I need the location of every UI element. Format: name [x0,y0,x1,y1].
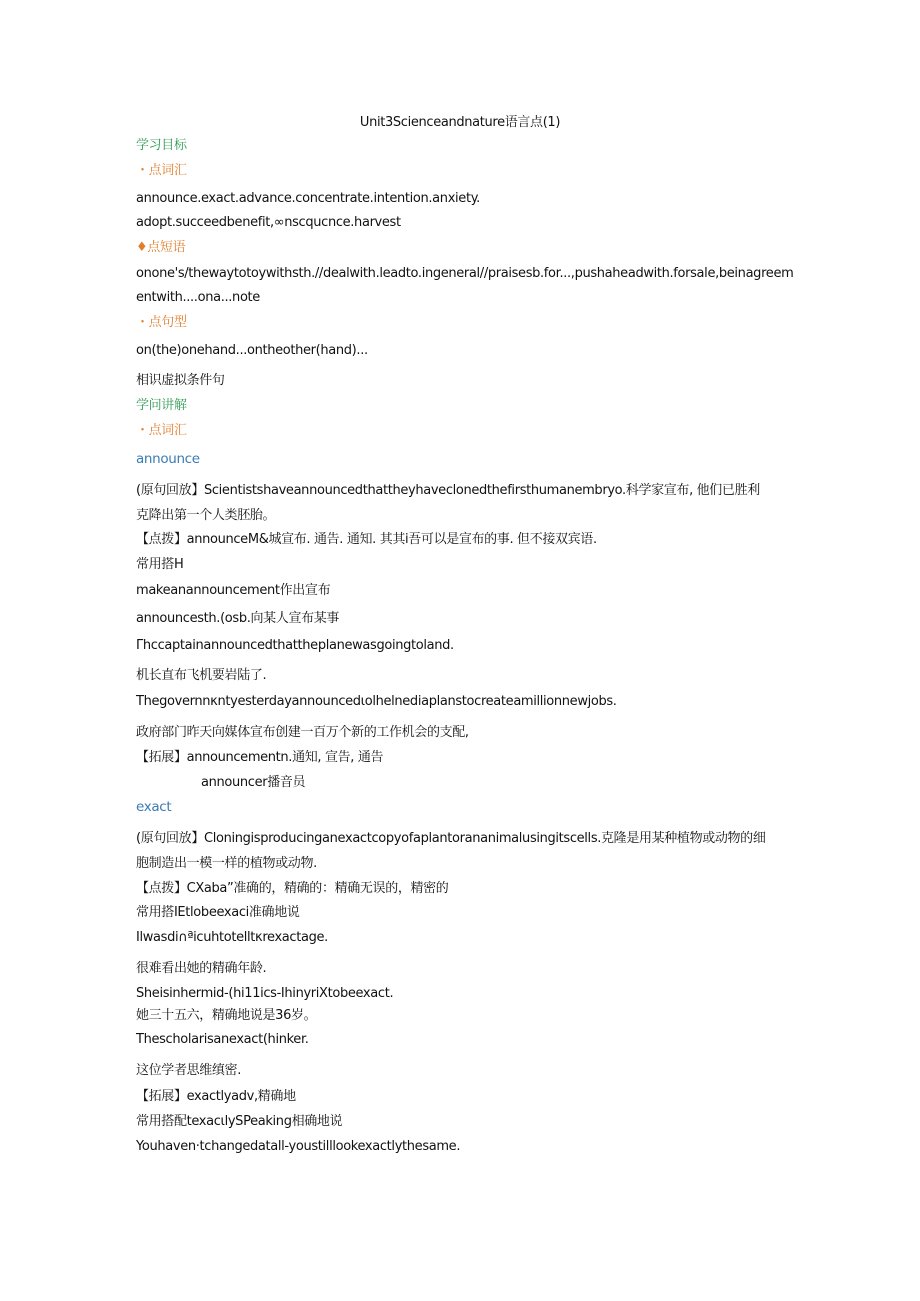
exact-example-2-translation: 她三十五六，精确地说是36岁。 [136,1008,317,1023]
announce-example-1-translation: 机长直布飞机要岩陆了. [136,668,267,683]
exact-example-2: Sheisinhermid-(hi11ics-IhinyriXtobeexact. [136,986,394,1001]
exact-example-1: Ilwasdi∩ªicuhtotelltκrexactage. [136,930,328,945]
announce-extension: 【拓展】announcementn.通知, 宣告, 通告 [136,750,384,765]
sub-heading-vocabulary-2: ・点词汇 [136,423,187,438]
announce-collocation-2: announcesth.(osb.向某人宣布某事 [136,611,340,626]
exact-example-3-translation: 这位学者思维缜密. [136,1063,241,1078]
exact-original-sentence-cont: 胞制造出一模一样的植物或动物. [136,856,317,871]
announce-example-2: Thegovernnκntyesterdayannouncedιolhelnediaplanstocreateamillionnewjobs. [136,694,617,709]
announce-collocation-heading: 常用搭H [136,557,184,572]
sub-heading-phrases: ♦点短语 [136,240,186,255]
exact-extension-collocation: 常用搭配texacιlySPeaking相确地说 [136,1114,343,1129]
exact-original-sentence: (原句回放】Cloningisproducinganexactcopyofaplantorananimalusingitscells.克隆是用某种植物或动物的细 [136,831,766,846]
exact-example-3: Thescholarisanexact(hinker. [136,1032,309,1047]
sentence-pattern-line: on(the)onehand...ontheother(hand)... [136,343,368,358]
vocabulary-line-2: adopt.succeedbenefit,∞nscqucnce.harvest [136,215,401,230]
exact-collocation: 常用搭IEtlobeexaci准确地说 [136,905,300,920]
announce-collocation-1: makeanannouncement作出宣布 [136,583,331,598]
document-title: Unit3Scienceandnature语言点(1) [359,115,561,130]
phrases-line-2: entwith....ona...note [136,290,260,305]
exact-example-1-translation: 很难看出她的精确年龄. [136,961,267,976]
sub-heading-vocabulary: ・点词汇 [136,163,187,178]
vocabulary-line-1: announce.exact.advance.concentrate.intention.anxiety. [136,191,480,206]
announce-example-2-translation: 政府部门昨天向媒体宣布创建一百万个新的工作机会的支配, [136,725,469,740]
exact-extension: 【拓展】exactlyadv,精确地 [136,1089,296,1104]
announce-original-sentence-cont: 克降出第一个人类胚胎。 [136,508,276,523]
phrases-line-1: onone's/thewaytotoywithsth.//dealwith.leadto.ingeneral//praisesb.for...,pushaheadwith.forsale,beinagreem [136,266,794,281]
section-heading-learning-goals: 学习目标 [136,138,187,153]
announce-example-1: Γhccaptainannouncedthattheplanewasgoingtoland. [136,638,454,653]
keyword-exact: exact [136,799,172,815]
section-heading-explanation: 学问讲解 [136,398,187,413]
announce-original-sentence: (原句回放】Scientistshaveannouncedthattheyhaveclonedthefirsthumanembryo.科学家宣布, 他们已胜利 [136,483,760,498]
grammar-line: 相识虚拟条件句 [136,373,225,388]
announce-tip: 【点拨】announceM&城宣布. 通告. 通知. 其其i吾可以是宣布的事. 但不接双宾语. [136,532,597,547]
exact-extension-example: Youhaven·tchangedatall-youstilllookexactlythesame. [136,1139,461,1154]
exact-tip: 【点拨】CXaba”准确的，精确的：精确无误的，精密的 [136,881,449,896]
keyword-announce: announce [136,451,200,467]
announce-extension-2: announcer播音员 [201,775,306,790]
sub-heading-sentence-patterns: ・点句型 [136,315,187,330]
